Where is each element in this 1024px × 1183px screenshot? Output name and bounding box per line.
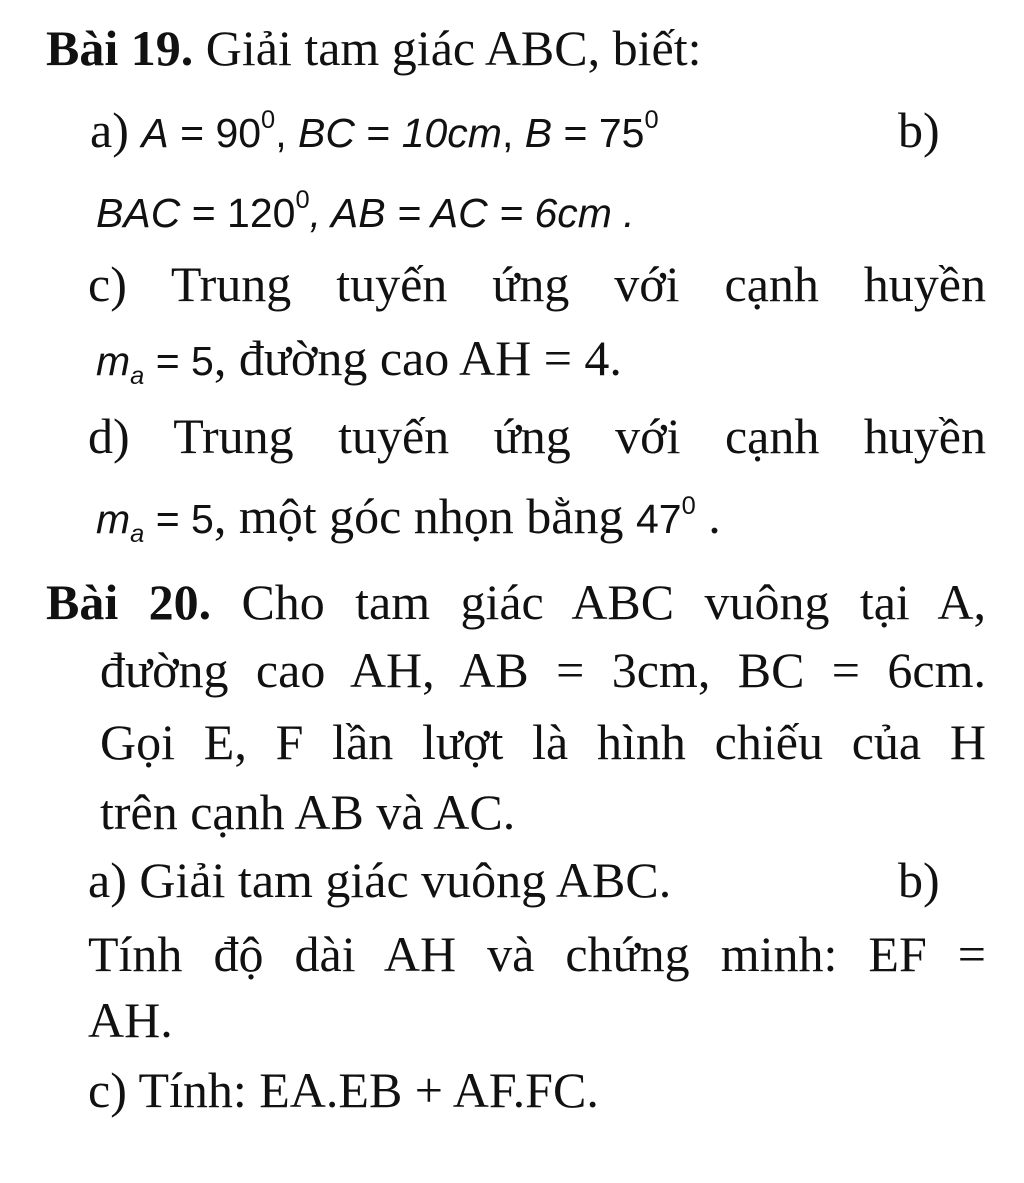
problem-20-part-b-label: b) <box>898 852 940 908</box>
median-subscript: a <box>130 519 145 548</box>
median-subscript: a <box>130 361 145 390</box>
problem-20-line2: đường cao AH, AB = 3cm, BC = 6cm. <box>100 642 986 698</box>
equals-sign: = <box>180 190 228 236</box>
median-value: = 5 <box>144 338 214 384</box>
angle-a-value: 90 <box>215 110 262 156</box>
problem-20-part-b-line1: Tính độ dài AH và chứng minh: EF = <box>88 926 986 982</box>
median-formula <box>96 496 214 548</box>
problem-20-line4: trên cạnh AB và AC. <box>100 784 516 840</box>
problem-19-heading: Bài 19. <box>46 20 194 76</box>
problem-19-intro: Giải tam giác ABC, biết: <box>193 20 702 76</box>
sides-ab-ac: , AB = AC = 6cm . <box>309 190 635 236</box>
median-symbol: m <box>96 496 131 542</box>
problem-20-part-b-line2: AH. <box>88 992 173 1048</box>
problem-20-part-a: a) Giải tam giác vuông ABC. <box>88 852 672 908</box>
problem-19-title <box>46 18 702 78</box>
part-a-math <box>141 105 659 156</box>
acute-angle-text: , một góc nhọn bằng <box>213 488 636 544</box>
problem-19-part-b <box>96 180 635 243</box>
angle-bac-symbol: BAC <box>96 190 181 236</box>
separator: , <box>501 110 525 156</box>
side-bc-value: 10cm <box>401 110 502 156</box>
problem-19-part-b-label: b) <box>898 102 940 158</box>
problem-19-part-a <box>90 100 659 163</box>
part-b-math <box>96 185 635 236</box>
degree-mark: 0 <box>261 105 276 134</box>
problem-20-intro: Cho tam giác ABC vuông tại A, <box>211 574 986 630</box>
equals-sign: = <box>354 110 402 156</box>
period: . <box>695 488 721 544</box>
median-symbol: m <box>96 338 131 384</box>
problem-19-part-c-line1: c) Trung tuyến ứng với cạnh huyền <box>88 256 986 312</box>
degree-mark: 0 <box>644 105 659 134</box>
angle-b-value: 75 <box>598 110 645 156</box>
problem-20-heading: Bài 20. <box>46 574 212 630</box>
degree-mark: 0 <box>295 185 310 214</box>
side-bc-symbol: BC <box>297 110 355 156</box>
median-formula <box>96 338 214 390</box>
problem-20-title <box>46 572 986 632</box>
separator: , <box>275 110 298 156</box>
angle-bac-value: 120 <box>227 190 296 236</box>
angle-b-symbol: B <box>524 110 553 156</box>
problem-19-part-d-line1: d) Trung tuyến ứng với cạnh huyền <box>88 408 986 464</box>
equals-sign: = <box>168 110 216 156</box>
problem-19-part-c-line2 <box>96 328 622 391</box>
angle-a-symbol: A <box>141 110 169 156</box>
equals-sign: = <box>552 110 599 156</box>
degree-mark: 0 <box>681 491 696 520</box>
acute-angle-value: 47 <box>636 496 682 542</box>
median-value: = 5 <box>144 496 214 542</box>
acute-angle-math <box>636 491 696 542</box>
problem-19-part-d-line2 <box>96 486 721 549</box>
problem-20-part-c: c) Tính: EA.EB + AF.FC. <box>88 1062 599 1118</box>
part-a-label: a) <box>90 102 142 158</box>
problem-20-line3: Gọi E, F lần lượt là hình chiếu của H <box>100 714 986 770</box>
altitude-text: , đường cao AH = 4. <box>213 330 622 386</box>
